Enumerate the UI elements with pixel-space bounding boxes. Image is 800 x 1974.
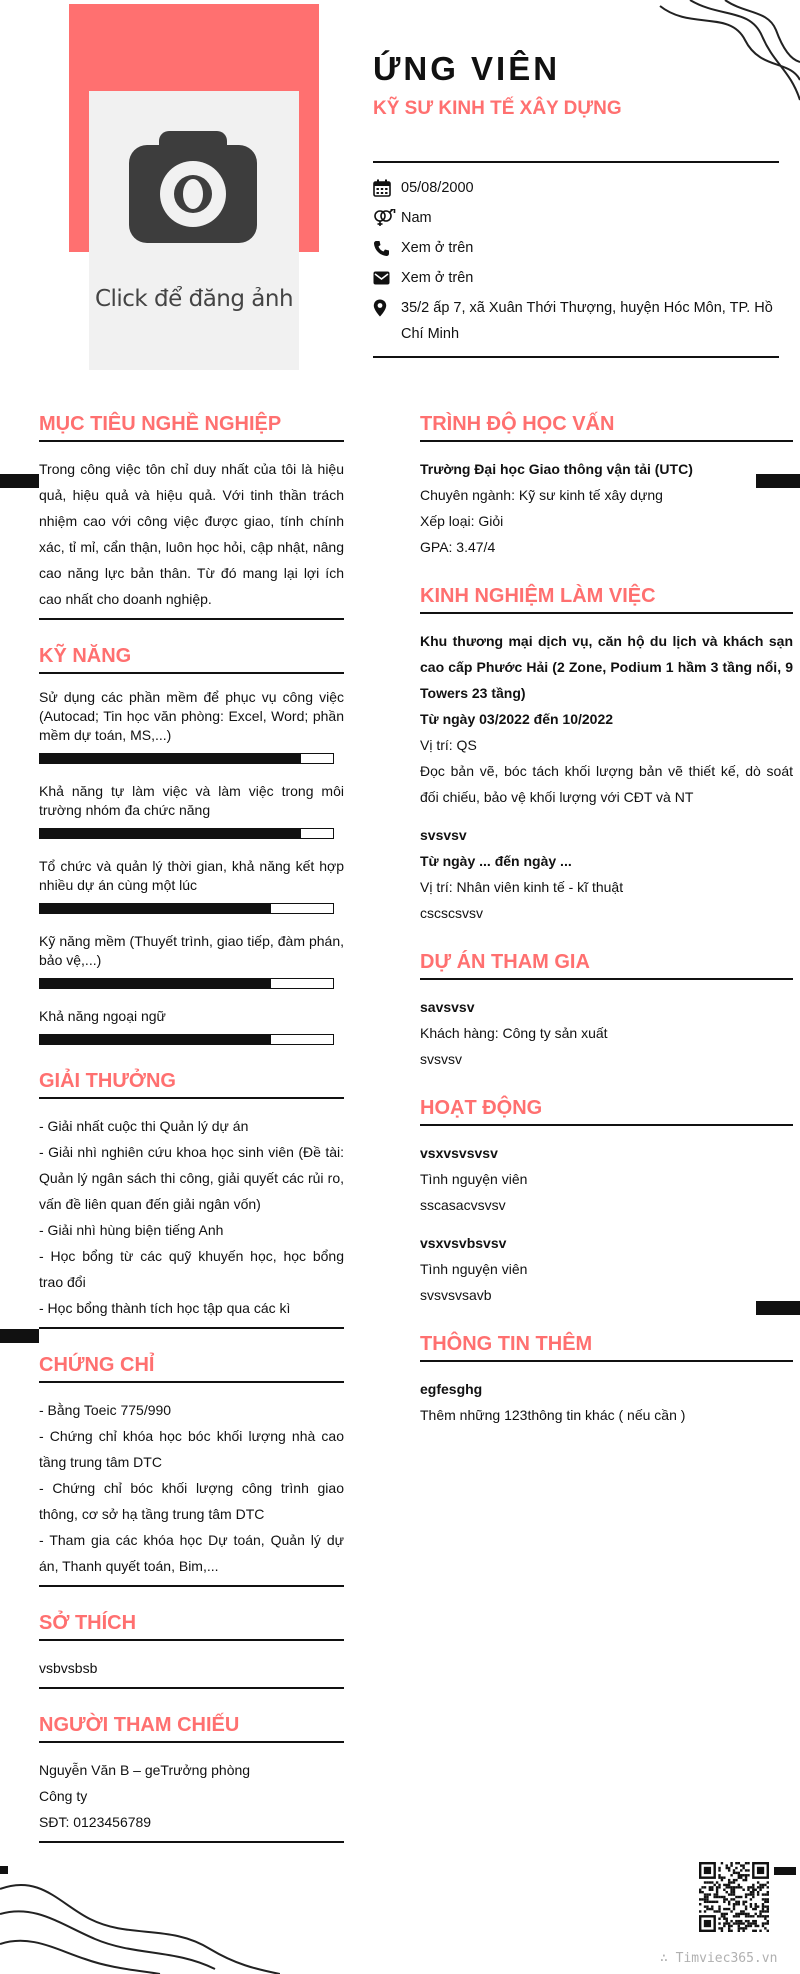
section-additional [420,1330,793,1428]
section-activities [420,1094,793,1308]
skill-item [39,782,344,839]
decorative-tab [0,474,39,488]
photo-upload-text: Click để đăng ảnh [94,286,294,312]
activity-name: vsxvsvbsvsv [420,1235,507,1251]
skill-bar [39,753,334,764]
divider [373,356,779,358]
section-title: THÔNG TIN THÊM [420,1330,793,1362]
section-education [420,410,793,560]
info-email [373,265,773,291]
section-title: HOẠT ĐỘNG [420,1094,793,1126]
experience-item [420,822,793,926]
location-icon [373,295,401,321]
activity-description: svsvsvsavb [420,1287,492,1303]
decorative-swirl-bottom [0,1864,280,1974]
skill-name: Tổ chức và quản lý thời gian, khả năng kết hợp nhiều dự án cùng một lúc [39,858,344,893]
job-title: KỸ SƯ KINH TẾ XÂY DỰNG [373,98,622,119]
work-period: Từ ngày ... đến ngày ... [420,853,572,869]
reference-line: Công ty [39,1788,88,1804]
section-title: GIẢI THƯỞNG [39,1067,344,1099]
section-title: SỞ THÍCH [39,1609,344,1641]
skill-name: Khả năng tự làm việc và làm việc trong môi trường nhóm đa chức năng [39,783,344,818]
section-title: MỤC TIÊU NGHỀ NGHIỆP [39,410,344,442]
award-line: - Giải nhất cuộc thi Quản lý dự án [39,1118,249,1134]
info-birthdate [373,175,773,201]
qr-code [699,1862,769,1932]
certificate-line: - Chứng chỉ bóc khối lượng công trình giao thông, cơ sở hạ tầng trung tâm DTC [39,1480,344,1522]
section-awards [39,1067,344,1329]
calendar-icon [373,175,401,201]
phone-text: Xem ở trên [401,240,474,256]
work-description: cscscsvsv [420,905,483,921]
certificates-list [39,1397,344,1579]
section-title: NGƯỜI THAM CHIẾU [39,1711,344,1743]
activities-list [420,1140,793,1308]
skill-bar-fill [40,979,271,988]
project-client: Khách hàng: Công ty sản xuất [420,1025,608,1041]
activity-role: Tình nguyện viên [420,1171,528,1187]
award-line: - Giải nhì nghiên cứu khoa học sinh viên (Đề tài: Quản lý ngân sách thi công, giải quyết các rủi ro, vấn đề liên quan đến giải ngân vốn) [39,1144,344,1212]
section-title: KỸ NĂNG [39,642,344,674]
phone-icon [373,235,401,261]
section-skills [39,642,344,1045]
hobbies-text: vsbvsbsb [39,1660,98,1676]
section-projects [420,948,793,1072]
section-references [39,1711,344,1843]
skill-bar-fill [40,1035,271,1044]
skill-bar [39,828,334,839]
section-title: TRÌNH ĐỘ HỌC VẤN [420,410,793,442]
awards-list [39,1113,344,1321]
certificate-line: - Bằng Toeic 775/990 [39,1402,172,1418]
activity-item [420,1230,793,1308]
personal-info [373,175,773,351]
experience-item [420,628,793,810]
decorative-swirl-top [650,0,800,125]
activity-description: sscasacvsvsv [420,1197,506,1213]
work-period: Từ ngày 03/2022 đến 10/2022 [420,711,614,727]
activity-name: vsxvsvsvsv [420,1145,498,1161]
info-gender [373,205,773,231]
company-name: svsvsv [420,827,467,843]
certificate-line: - Tham gia các khóa học Dự toán, Quản lý dự án, Thanh quyết toán, Bim,... [39,1532,344,1574]
skill-bar-fill [40,829,301,838]
rank: Xếp loại: Giỏi [420,513,504,529]
section-title: CHỨNG CHỈ [39,1351,344,1383]
footer-brand: ∴ Timviec365.vn [660,1951,778,1966]
skill-name: Kỹ năng mềm (Thuyết trình, giao tiếp, đàm phán, bảo vệ,...) [39,933,344,968]
gpa: GPA: 3.47/4 [420,539,496,555]
award-line: - Học bổng từ các quỹ khuyến học, học bổng trao đổi [39,1248,344,1290]
reference-line: Nguyễn Văn B – geTrưởng phòng [39,1762,251,1778]
candidate-name: ỨNG VIÊN [373,50,561,87]
work-position: Vị trí: QS [420,737,477,753]
skill-name: Sử dụng các phần mềm để phục vụ công việc (Autocad; Tin học văn phòng: Excel, Word; phần mềm dự toán, MS,...) [39,689,344,743]
work-position: Vị trí: Nhân viên kinh tế - kĩ thuật [420,879,624,895]
references-list [39,1757,344,1835]
info-address [373,295,773,347]
divider [373,161,779,163]
section-title: KINH NGHIỆM LÀM VIỆC [420,582,793,614]
skill-item [39,688,344,764]
skill-item [39,932,344,989]
additional-name: egfesghg [420,1381,483,1397]
additional-text: Thêm những 123thông tin khác ( nếu cần ) [420,1407,686,1423]
section-experience [420,582,793,926]
email-icon [373,265,401,291]
skill-item [39,1007,344,1045]
skills-list [39,688,344,1045]
section-objective [39,410,344,620]
birthdate-text: 05/08/2000 [401,180,474,196]
project-desc: svsvsv [420,1051,462,1067]
objective-text: Trong công việc tôn chỉ duy nhất của tôi là hiệu quả, hiệu quả và hiệu quả. Với tinh thần trách nhiệm cao với công việc được giao, tính chính xác, tỉ mỉ, cẩn thận, luôn học hỏi, cập nhật, nâng cao năng lực bản thân. Từ đó mang lại lợi ích cao nhất cho doanh nghiệp. [39,461,344,607]
skill-bar [39,1034,334,1045]
reference-line: SĐT: 0123456789 [39,1814,152,1830]
skill-item [39,857,344,914]
work-description: Đọc bản vẽ, bóc tách khối lượng bản vẽ thiết kế, dò soát đối chiếu, bảo vệ khối lượng với CĐT và NT [420,763,793,805]
decorative-tab [0,1329,39,1343]
address-text: 35/2 ấp 7, xã Xuân Thới Thượng, huyện Hóc Môn, TP. Hồ Chí Minh [401,300,773,342]
section-certificates [39,1351,344,1587]
project-name: savsvsv [420,999,475,1015]
left-column [39,410,344,1865]
skill-bar-fill [40,754,301,763]
school-name: Trường Đại học Giao thông vận tải (UTC) [420,461,693,477]
award-line: - Học bổng thành tích học tập qua các kì [39,1300,291,1316]
experience-list [420,628,793,926]
camera-icon [129,131,257,243]
photo-upload-box[interactable] [89,91,299,370]
certificate-line: - Chứng chỉ khóa học bóc khối lượng nhà cao tầng trung tâm DTC [39,1428,344,1470]
award-line: - Giải nhì hùng biện tiếng Anh [39,1222,224,1238]
skill-bar [39,978,334,989]
gender-text: Nam [401,210,432,226]
major: Chuyên ngành: Kỹ sư kinh tế xây dựng [420,487,663,503]
activity-item [420,1140,793,1218]
skill-bar-fill [40,904,271,913]
right-column [420,410,793,1450]
decorative-tab [774,1867,796,1875]
section-hobbies [39,1609,344,1689]
section-title: DỰ ÁN THAM GIA [420,948,793,980]
company-name: Khu thương mại dịch vụ, căn hộ du lịch và khách sạn cao cấp Phước Hải (2 Zone, Podium 1 hầm 3 tầng nổi, 9 Towers 23 tầng) [420,633,793,701]
activity-role: Tình nguyện viên [420,1261,528,1277]
skill-name: Khả năng ngoại ngữ [39,1008,166,1024]
email-text: Xem ở trên [401,270,474,286]
skill-bar [39,903,334,914]
gender-icon [373,205,401,231]
info-phone [373,235,773,261]
